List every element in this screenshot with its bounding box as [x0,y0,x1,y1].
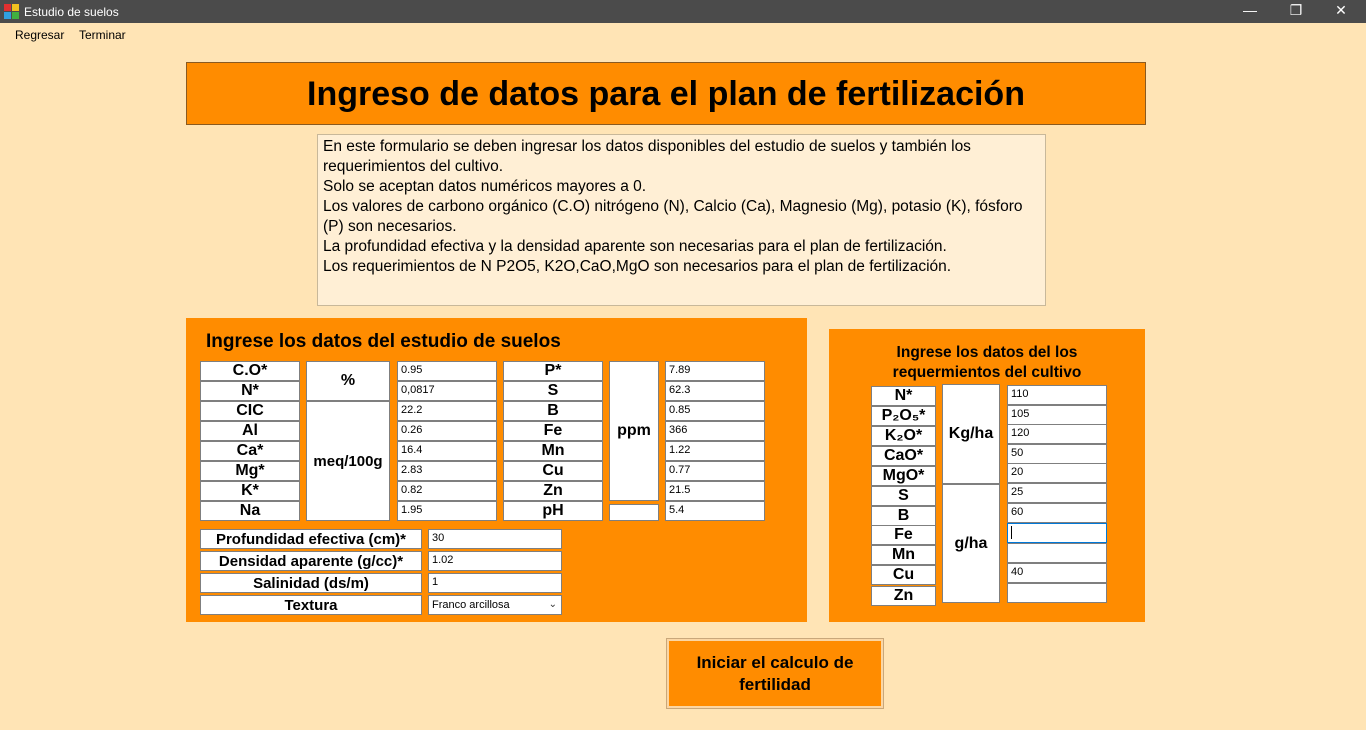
unit-ppm: ppm [609,361,659,501]
restore-icon[interactable]: ❐ [1289,2,1303,18]
label-profundidad: Profundidad efectiva (cm)* [200,529,422,549]
label-mn: Mn [503,441,603,461]
chevron-down-icon[interactable]: ⌄ [548,599,557,610]
label-fe: Fe [503,421,603,441]
crop-label-cao: CaO* [871,446,936,466]
instruction-line: La profundidad efectiva y la densidad aparente son necesarias para el plan de fertilización. [323,238,947,255]
input-co[interactable]: 0.95 [397,361,497,381]
label-densidad: Densidad aparente (g/cc)* [200,551,422,571]
unit-percent: % [306,361,390,401]
crop-input-k2o[interactable]: 120 [1007,424,1107,444]
instructions-box [317,134,1046,306]
unit-gha: g/ha [942,484,1000,603]
input-cu[interactable]: 0.77 [665,461,765,481]
label-b: B [503,401,603,421]
input-s[interactable]: 62.3 [665,381,765,401]
input-mg[interactable]: 2.83 [397,461,497,481]
crop-label-zn: Zn [871,586,936,606]
crop-input-s[interactable]: 25 [1007,483,1107,503]
crop-label-mgo: MgO* [871,466,936,486]
label-salinidad: Salinidad (ds/m) [200,573,422,593]
label-mg: Mg* [200,461,300,481]
crop-input-fe[interactable] [1007,523,1107,543]
crop-requirements-panel [829,329,1145,622]
crop-label-b: B [871,506,936,526]
textura-select[interactable] [428,595,562,615]
label-textura: Textura [200,595,422,615]
label-na: Na [200,501,300,521]
menu-bar [0,23,1366,47]
unit-ph [609,504,659,521]
crop-input-mn[interactable] [1007,543,1107,563]
input-ca[interactable]: 16.4 [397,441,497,461]
input-al[interactable]: 0.26 [397,421,497,441]
crop-label-n: N* [871,386,936,406]
instruction-line: Los requerimientos de N P2O5, K2O,CaO,MgO son necesarios para el plan de fertilización. [323,258,952,275]
window-title: Estudio de suelos [24,5,119,19]
input-b[interactable]: 0.85 [665,401,765,421]
crop-input-cao[interactable]: 50 [1007,444,1107,464]
instruction-line: En este formulario se deben ingresar los datos disponibles del estudio de suelos y también los requerimientos del cultivo. [323,138,971,175]
crop-input-mgo[interactable]: 20 [1007,463,1107,483]
crop-label-mn: Mn [871,545,936,565]
crop-title-line2: requermientos del cultivo [892,364,1082,381]
label-ph: pH [503,501,603,521]
input-k[interactable]: 0.82 [397,481,497,501]
minimize-icon[interactable]: — [1243,2,1257,18]
crop-panel-title [829,343,1145,383]
input-ph[interactable]: 5.4 [665,501,765,521]
input-profundidad[interactable]: 30 [428,529,562,549]
input-n[interactable]: 0,0817 [397,381,497,401]
label-p: P* [503,361,603,381]
label-co: C.O* [200,361,300,381]
soil-study-panel [186,318,807,622]
input-salinidad[interactable]: 1 [428,573,562,593]
text-caret [1011,526,1012,539]
instruction-line: Los valores de carbono orgánico (C.O) nitrógeno (N), Calcio (Ca), Magnesio (Mg), potasio (K), fósforo (P) son necesarios. [323,198,1023,235]
start-calculation-button[interactable] [667,639,883,708]
window-titlebar [0,0,1366,23]
label-n: N* [200,381,300,401]
crop-input-p2o5[interactable]: 105 [1007,405,1107,425]
page-title: Ingreso de datos para el plan de fertilización [307,75,1025,113]
close-icon[interactable]: ✕ [1335,2,1347,18]
input-zn[interactable]: 21.5 [665,481,765,501]
label-cic: CIC [200,401,300,421]
crop-label-fe: Fe [871,525,936,545]
crop-label-s: S [871,486,936,506]
crop-input-n[interactable]: 110 [1007,385,1107,405]
menu-item-regresar[interactable]: Regresar [15,28,65,42]
crop-input-b[interactable]: 60 [1007,503,1107,523]
label-al: Al [200,421,300,441]
input-mn[interactable]: 1.22 [665,441,765,461]
input-densidad[interactable]: 1.02 [428,551,562,571]
crop-input-zn[interactable] [1007,583,1107,603]
start-calculation-label: Iniciar el calculo de fertilidad [696,652,854,694]
page-header [186,62,1146,125]
crop-label-cu: Cu [871,565,936,585]
soil-panel-title: Ingrese los datos del estudio de suelos [206,331,561,352]
crop-input-cu[interactable]: 40 [1007,563,1107,583]
label-s: S [503,381,603,401]
crop-title-line1: Ingrese los datos del los [896,344,1078,361]
unit-kgha: Kg/ha [942,384,1000,484]
crop-label-k2o: K₂O* [871,426,936,446]
input-cic[interactable]: 22.2 [397,401,497,421]
crop-label-p2o5: P₂O₅* [871,406,936,426]
input-fe[interactable]: 366 [665,421,765,441]
textura-selected-value: Franco arcillosa [432,599,510,611]
input-p[interactable]: 7.89 [665,361,765,381]
unit-meq: meq/100g [306,401,390,521]
menu-item-terminar[interactable]: Terminar [79,28,126,42]
label-zn: Zn [503,481,603,501]
label-k: K* [200,481,300,501]
input-na[interactable]: 1.95 [397,501,497,521]
label-cu: Cu [503,461,603,481]
instruction-line: Solo se aceptan datos numéricos mayores a 0. [323,178,647,195]
app-icon [4,4,19,19]
label-ca: Ca* [200,441,300,461]
